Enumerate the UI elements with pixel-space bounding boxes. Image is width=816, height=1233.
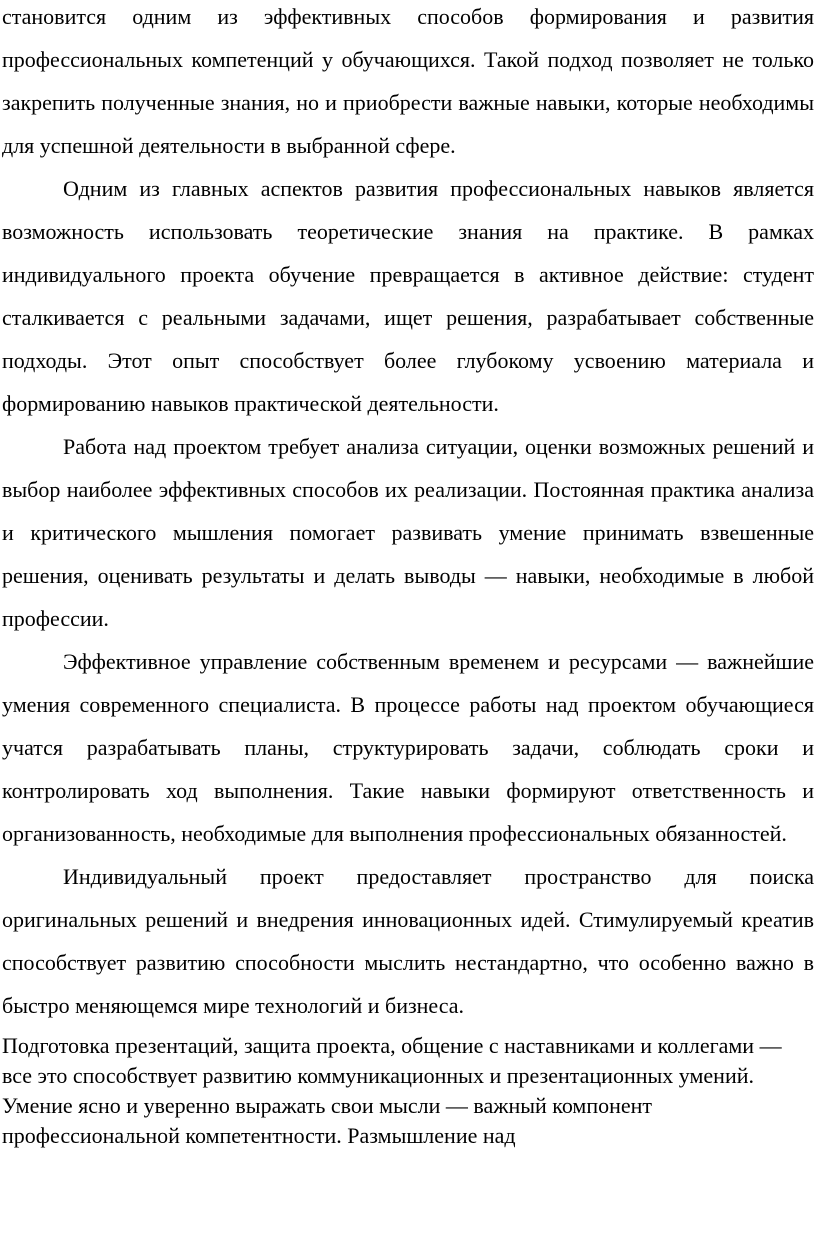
paragraph-communication: Подготовка презентаций, защита проекта, общение с наставниками и коллегами — все это способствует развитию коммуникационных и презентационных умений. Умение ясно и уверенно выражать свои мысли — важный компонент профессиональной компетентности. Размышление над <box>2 1033 782 1148</box>
paragraph-analysis: Работа над проектом требует анализа ситуации, оценки возможных решений и выбор наиболее эффективных способов их реализации. Постоянная практика анализа и критического мышления помогает развивать умение принимать взвешенные решения, оценивать результаты и делать выводы — навыки, необходимые в любой профессии. <box>2 434 814 631</box>
paragraph-practice: Одним из главных аспектов развития профессиональных навыков является возможность использовать теоретические знания на практике. В рамках индивидуального проекта обучение превращается в активное действие: студент сталкивается с реальными задачами, ищет решения, разрабатывает собственные подходы. Этот опыт способствует более глубокому усвоению материала и формированию навыков практической деятельности. <box>2 176 814 416</box>
paragraph-creativity: Индивидуальный проект предоставляет пространство для поиска оригинальных решений и внедрения инновационных идей. Стимулируемый креатив способствует развитию способности мыслить нестандартно, что особенно важно в быстро меняющемся мире технологий и бизнеса. <box>2 864 814 1018</box>
paragraph-time-management: Эффективное управление собственным временем и ресурсами — важнейшие умения современного специалиста. В процессе работы над проектом обучающиеся учатся разрабатывать планы, структурировать задачи, соблюдать сроки и контролировать ход выполнения. Такие навыки формируют ответственность и организованность, необходимые для выполнения профессиональных обязанностей. <box>2 649 814 846</box>
paragraph-continuation: становится одним из эффективных способов формирования и развития профессиональных компетенций у обучающихся. Такой подход позволяет не только закрепить полученные знания, но и приобрести важные навыки, которые необходимы для успешной деятельности в выбранной сфере. <box>2 4 814 158</box>
